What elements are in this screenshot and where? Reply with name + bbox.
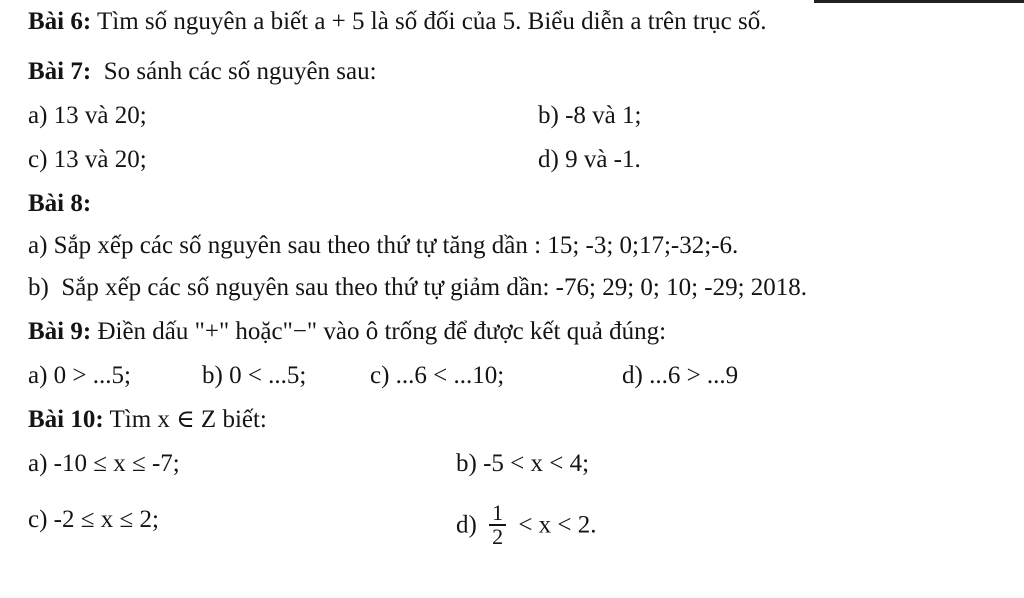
exercise-7-label: Bài 7: bbox=[28, 58, 92, 85]
exercise-10-item-b: b) -5 < x < 4; bbox=[456, 450, 590, 477]
exercise-10-item-d-prefix: d) bbox=[456, 511, 477, 539]
exercise-10 bbox=[28, 404, 267, 436]
exercise-7-item-c: c) 13 và 20; bbox=[28, 146, 147, 173]
exercise-8-item-b-text: b) Sắp xếp các số nguyên sau theo thứ tự giảm dần: -76; 29; 0; 10; -29; 2018. bbox=[28, 274, 808, 301]
exercise-8-item-a-text: a) Sắp xếp các số nguyên sau theo thứ tự tăng dần : 15; -3; 0;17;-32;-6. bbox=[28, 232, 739, 259]
fraction-denominator: 2 bbox=[492, 524, 504, 549]
exercise-9-item-b: b) 0 < ...5; bbox=[202, 362, 307, 389]
exercise-10-item-d bbox=[456, 500, 597, 550]
exercise-6-label: Bài 6: bbox=[28, 8, 92, 35]
fraction-one-half bbox=[489, 502, 506, 548]
exercise-7-item-d: d) 9 và -1. bbox=[538, 146, 641, 173]
exercise-9-row bbox=[28, 360, 739, 392]
exercise-10-item-d-suffix: < x < 2. bbox=[518, 511, 597, 539]
exercise-9 bbox=[28, 316, 666, 348]
exercise-9-item-d: d) ...6 > ...9 bbox=[622, 362, 739, 389]
exercise-7-item-a: a) 13 và 20; bbox=[28, 102, 147, 129]
exercise-6 bbox=[28, 6, 767, 38]
exercise-10-row-1 bbox=[28, 448, 590, 480]
exercise-8 bbox=[28, 188, 91, 220]
exercise-7-row-1 bbox=[28, 100, 642, 132]
exercise-10-item-c: c) -2 ≤ x ≤ 2; bbox=[28, 506, 159, 533]
exercise-7-row-2 bbox=[28, 144, 641, 176]
top-border-line bbox=[814, 0, 1024, 3]
exercise-10-text: Tìm x ∈ Z biết: bbox=[103, 406, 267, 433]
exercise-8-item-a bbox=[28, 230, 738, 262]
exercise-8-item-b bbox=[28, 272, 807, 304]
exercise-9-text: Điền dấu "+" hoặc"−" vào ô trống để được kết quả đúng: bbox=[91, 318, 667, 345]
exercise-10-row-2 bbox=[28, 500, 597, 549]
exercise-10-label: Bài 10: bbox=[28, 406, 104, 433]
exercise-7-item-b: b) -8 và 1; bbox=[538, 102, 642, 129]
exercise-6-text: Tìm số nguyên a biết a + 5 là số đối của 5. Biểu diễn a trên trục số. bbox=[91, 8, 767, 35]
exercise-8-label: Bài 8: bbox=[28, 190, 92, 217]
exercise-9-item-a: a) 0 > ...5; bbox=[28, 362, 131, 389]
exercise-10-item-a: a) -10 ≤ x ≤ -7; bbox=[28, 450, 180, 477]
exercise-7 bbox=[28, 56, 377, 88]
exercise-7-text: So sánh các số nguyên sau: bbox=[91, 58, 377, 85]
exercise-9-item-c: c) ...6 < ...10; bbox=[370, 362, 505, 389]
fraction-numerator: 1 bbox=[489, 502, 506, 526]
exercise-9-label: Bài 9: bbox=[28, 318, 92, 345]
